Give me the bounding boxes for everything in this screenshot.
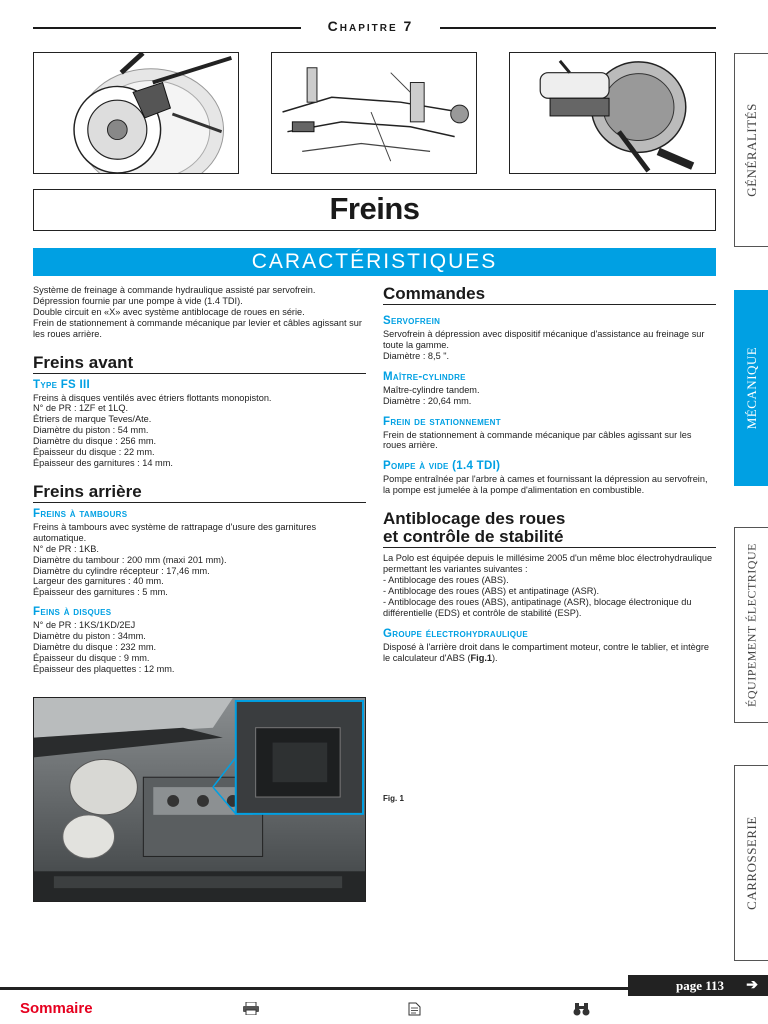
tab-label: CARROSSERIE [743, 816, 759, 910]
spec-line: Épaisseur des plaquettes : 12 mm. [33, 663, 175, 674]
illustration-master-cylinder [509, 52, 716, 174]
spec-line: Pompe entraînée par l'arbre à cames et fournissant la dépression au servofrein, la pompe est jumelée à la pompe d'alimentation en combustible. [383, 474, 708, 496]
spec-line: - Antiblocage des roues (ABS). [383, 574, 509, 585]
chapter-title: Chapitre 7 [327, 18, 414, 34]
binoculars-icon[interactable] [573, 1002, 590, 1019]
tab-label: MÉCANIQUE [743, 346, 759, 430]
figure-reference: Fig.1 [470, 652, 492, 663]
spec-line: Maître-cylindre tandem. [383, 384, 480, 395]
spec-line: Diamètre du cylindre récepteur : 17,46 mm. [33, 565, 210, 576]
page-number [628, 975, 768, 996]
spec-line: Diamètre : 8,5 ". [383, 350, 450, 361]
tab-mecanique[interactable] [734, 290, 768, 486]
spec-line: Diamètre du disque : 232 mm. [33, 642, 157, 653]
spec-line: N° de PR : 1KS/1KD/2EJ [33, 620, 136, 631]
intro-line: Dépression fournie par une pompe à vide (1.4 TDI). [33, 295, 243, 306]
next-page-arrow-icon[interactable]: ➔ [746, 978, 758, 993]
freins-tambours-specs [33, 522, 366, 598]
heading-commandes: Commandes [383, 284, 716, 305]
groupe-text-b: ). [492, 652, 498, 663]
spec-line: Épaisseur des garnitures : 14 mm. [33, 457, 173, 468]
spec-line: Frein de stationnement à commande mécanique par câbles agissant sur les roues arrière. [383, 429, 692, 451]
spec-line: Épaisseur du disque : 22 mm. [33, 447, 155, 458]
spec-line: Diamètre : 20,64 mm. [383, 395, 472, 406]
subheading-type-fs3: Type FS III [33, 378, 91, 391]
heading-freins-arriere: Freins arrière [33, 482, 366, 503]
engine-bay-photo [33, 697, 366, 902]
spec-line: Diamètre du disque : 256 mm. [33, 436, 157, 447]
spec-line: N° de PR : 1ZF et 1LQ. [33, 403, 129, 414]
spec-line: Étriers de marque Teves/Ate. [33, 414, 152, 425]
spec-line: N° de PR : 1KB. [33, 543, 99, 554]
engine-bay-drawing [34, 698, 365, 901]
spec-line: Freins à tambours avec système de rattrapage d'usure des garnitures automatique. [33, 521, 317, 543]
printer-icon[interactable] [243, 1002, 259, 1018]
feins-disques-specs [33, 620, 366, 675]
section-banner: CARACTÉRISTIQUES [33, 248, 716, 276]
spec-line: - Antiblocage des roues (ABS), antipatinage (ASR), blocage électronique du différentielle (EDS) et contrôle de stabilité (ESP). [383, 596, 692, 618]
left-column [33, 285, 366, 675]
subheading-maitre-cylindre: Maître-cylindre [383, 370, 466, 383]
spec-line: Diamètre du piston : 54 mm. [33, 425, 149, 436]
master-cylinder-drawing [510, 53, 715, 173]
heading-antiblocage [383, 510, 716, 548]
brake-lines-drawing [272, 53, 476, 173]
intro-line: Système de freinage à commande hydraulique assisté par servofrein. [33, 285, 316, 295]
subheading-groupe-electrohydraulique: Groupe électrohydraulique [383, 627, 528, 640]
spec-line: Diamètre du piston : 34mm. [33, 631, 146, 642]
header-rule-left [33, 27, 301, 29]
heading-freins-avant: Freins avant [33, 353, 366, 374]
footer-rule [0, 987, 628, 990]
page-number-label: page 113 [676, 978, 725, 993]
intro-block [33, 285, 366, 340]
subheading-pompe-a-vide: Pompe à vide (1.4 TDI) [383, 460, 501, 473]
header-rule-right [440, 27, 716, 29]
heading-antiblocage-line2: et contrôle de stabilité [383, 527, 564, 547]
tab-equipement-electrique[interactable] [734, 527, 768, 723]
tab-label: GÉNÉRALITÉS [743, 103, 759, 197]
spec-line: Épaisseur des garnitures : 5 mm. [33, 587, 168, 598]
intro-line: Frein de stationnement à commande mécanique par levier et câbles agissant sur les roues arrière. [33, 317, 362, 339]
tab-label: ÉQUIPEMENT ÉLECTRIQUE [744, 543, 758, 707]
tab-carrosserie[interactable] [734, 765, 768, 961]
spec-line: Épaisseur du disque : 9 mm. [33, 652, 150, 663]
illustration-front-brake [33, 52, 239, 174]
spec-line: La Polo est équipée depuis le millésime 2005 d'un même bloc électrohydraulique permettant les variantes suivantes : [383, 553, 713, 575]
front-brake-drawing [34, 53, 238, 173]
spec-line: Diamètre du tambour : 200 mm (maxi 201 mm). [33, 554, 227, 565]
spec-line: Largeur des garnitures : 40 mm. [33, 576, 164, 587]
page-title: Freins [329, 191, 420, 226]
subheading-frein-stationnement: Frein de stationnement [383, 415, 501, 428]
freins-avant-specs [33, 393, 366, 469]
groupe-text-a: Disposé à l'arrière droit dans le compartiment moteur, contre le tablier, et intègre le calculateur d'ABS ( [383, 641, 710, 663]
spec-line: Freins à disques ventilés avec étriers flottants monopiston. [33, 392, 272, 403]
sommaire-link[interactable]: Sommaire [20, 1000, 93, 1017]
figure-label: Fig. 1 [383, 794, 404, 803]
intro-line: Double circuit en «X» avec système antiblocage de roues en série. [33, 306, 305, 317]
spec-line: - Antiblocage des roues (ABS) et antipatinage (ASR). [383, 585, 600, 596]
tab-generalites[interactable] [734, 53, 768, 247]
subheading-freins-tambours: Freins à tambours [33, 507, 128, 520]
right-column [383, 284, 716, 663]
heading-antiblocage-line1: Antiblocage des roues [383, 509, 566, 529]
subheading-servofrein: Servofrein [383, 315, 441, 327]
subheading-feins-disques: Feins à disques [33, 606, 112, 619]
groupe-description [383, 642, 716, 664]
document-icon[interactable] [408, 1002, 421, 1019]
spec-line: Servofrein à dépression avec dispositif mécanique d'assistance au freinage sur toute la gamme. [383, 329, 705, 350]
illustration-brake-lines [271, 52, 477, 174]
